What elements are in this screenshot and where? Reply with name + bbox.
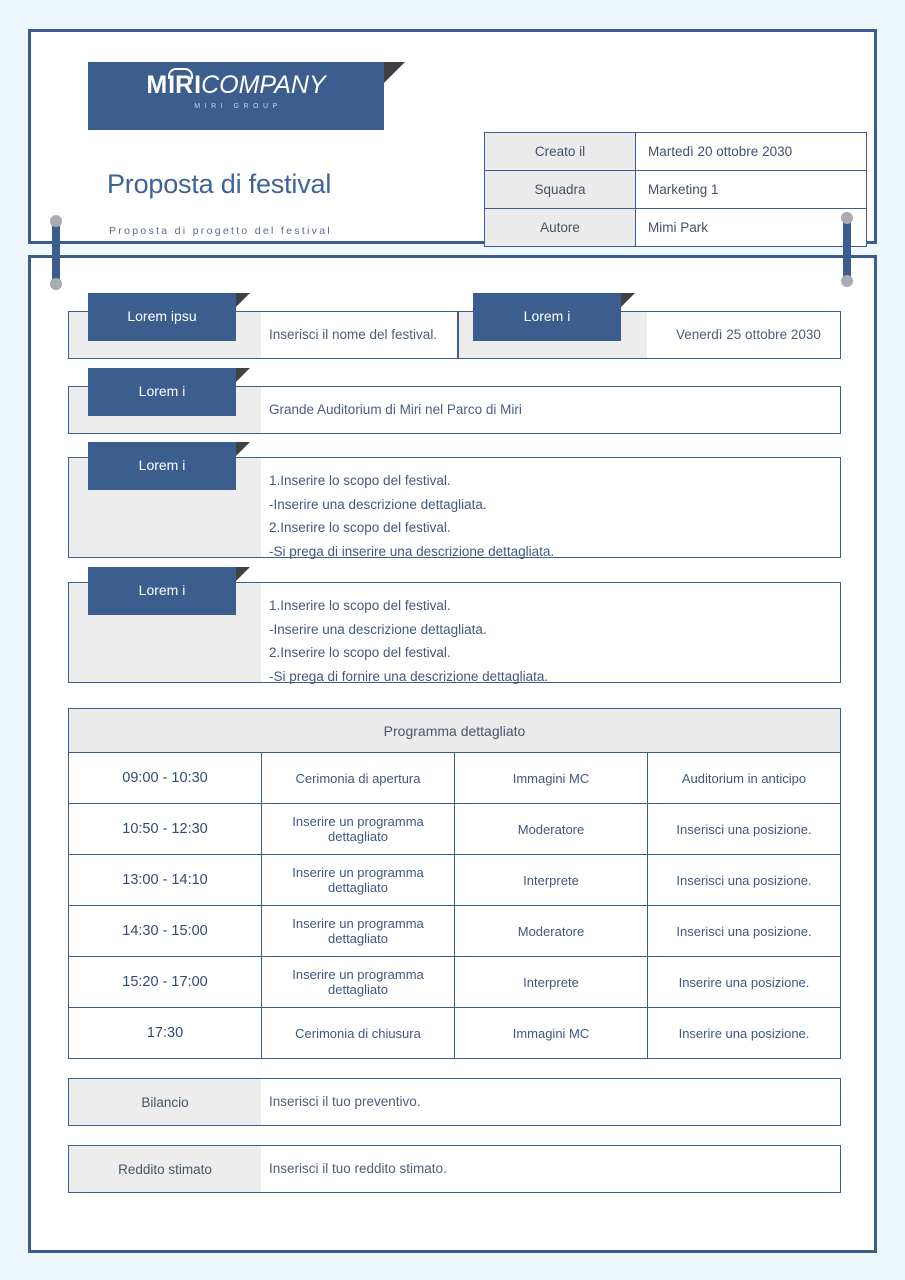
cell-program[interactable]: Inserire un programma dettagliato bbox=[262, 855, 455, 906]
company-logo-banner bbox=[88, 62, 384, 130]
cell-role[interactable]: Interprete bbox=[455, 855, 648, 906]
body-card bbox=[28, 255, 877, 1253]
meta-label-author: Autore bbox=[485, 209, 636, 247]
cell-time[interactable]: 10:50 - 12:30 bbox=[69, 804, 262, 855]
tab-fold-corner bbox=[236, 567, 250, 581]
binder-ring-bottom bbox=[50, 278, 62, 290]
tab-fold-corner bbox=[621, 293, 635, 307]
field-value-festival-name[interactable]: Inserisci il nome del festival. bbox=[269, 327, 438, 342]
table-row bbox=[485, 209, 867, 247]
field-budget bbox=[68, 1078, 841, 1126]
cell-role[interactable]: Moderatore bbox=[455, 906, 648, 957]
purpose-line: 2.Inserire lo scopo del festival. bbox=[269, 520, 451, 535]
cell-time[interactable]: 17:30 bbox=[69, 1008, 262, 1059]
table-row bbox=[69, 753, 841, 804]
table-row bbox=[69, 957, 841, 1008]
tab-label: Lorem i bbox=[523, 308, 571, 324]
table-row bbox=[69, 906, 841, 957]
binder-ring-top bbox=[841, 212, 853, 224]
schedule-title: Programma dettagliato bbox=[69, 709, 841, 753]
cell-location[interactable]: Inserisci una posizione. bbox=[648, 855, 841, 906]
logo-fold-corner bbox=[384, 62, 405, 83]
field-value-festival-date[interactable]: Venerdì 25 ottobre 2030 bbox=[676, 327, 821, 342]
purpose-line: -Si prega di inserire una descrizione dettagliata. bbox=[269, 543, 555, 559]
field-label-estimated-income: Reddito stimato bbox=[118, 1162, 212, 1177]
tab-festival-date[interactable] bbox=[473, 293, 621, 341]
binder-bar bbox=[52, 220, 60, 284]
meta-label-created: Creato il bbox=[485, 133, 636, 171]
cell-role[interactable]: Interprete bbox=[455, 957, 648, 1008]
cell-program[interactable]: Inserire un programma dettagliato bbox=[262, 957, 455, 1008]
cell-location[interactable]: Auditorium in anticipo bbox=[648, 753, 841, 804]
logo-company-text: COMPANY bbox=[201, 71, 326, 99]
meta-value-author[interactable]: Mimi Park bbox=[636, 209, 867, 247]
page-subtitle: Proposta di progetto del festival bbox=[109, 225, 332, 237]
tab-fold-corner bbox=[236, 368, 250, 382]
meta-value-team[interactable]: Marketing 1 bbox=[636, 171, 867, 209]
cell-time[interactable]: 09:00 - 10:30 bbox=[69, 753, 262, 804]
schedule-table bbox=[68, 708, 841, 1059]
tab-label: Lorem i bbox=[138, 383, 186, 399]
field-value-budget[interactable]: Inserisci il tuo preventivo. bbox=[269, 1094, 421, 1109]
details-line: 2.Inserire lo scopo del festival. bbox=[269, 645, 451, 660]
cell-program[interactable]: Cerimonia di chiusura bbox=[262, 1008, 455, 1059]
logo-letter-m: M bbox=[146, 71, 168, 99]
logo-inner bbox=[88, 71, 384, 110]
cell-time[interactable]: 15:20 - 17:00 bbox=[69, 957, 262, 1008]
tab-label: Lorem i bbox=[138, 582, 186, 598]
field-estimated-income bbox=[68, 1145, 841, 1193]
details-line: -Inserire una descrizione dettagliata. bbox=[269, 621, 487, 637]
binder-ring-top bbox=[50, 215, 62, 227]
logo-arch-letters: IR bbox=[168, 71, 194, 99]
purpose-line: -Inserire una descrizione dettagliata. bbox=[269, 496, 487, 512]
meta-value-created[interactable]: Martedì 20 ottobre 2030 bbox=[636, 133, 867, 171]
purpose-line: 1.Inserire lo scopo del festival. bbox=[269, 473, 451, 488]
table-row bbox=[485, 171, 867, 209]
tab-fold-corner bbox=[236, 293, 250, 307]
field-value-purpose[interactable] bbox=[269, 469, 554, 563]
binder-ring-left bbox=[50, 215, 62, 290]
header-card bbox=[28, 29, 877, 244]
meta-label-team: Squadra bbox=[485, 171, 636, 209]
table-row bbox=[69, 804, 841, 855]
binder-ring-bottom bbox=[841, 275, 853, 287]
cell-program[interactable]: Inserire un programma dettagliato bbox=[262, 804, 455, 855]
details-line: -Si prega di fornire una descrizione dettagliata. bbox=[269, 668, 549, 684]
cell-program[interactable]: Cerimonia di apertura bbox=[262, 753, 455, 804]
details-line: 1.Inserire lo scopo del festival. bbox=[269, 598, 451, 613]
tab-festival-name[interactable] bbox=[88, 293, 236, 341]
table-row bbox=[69, 1008, 841, 1059]
binder-ring-right bbox=[841, 212, 853, 287]
tab-details[interactable] bbox=[88, 567, 236, 615]
tab-purpose[interactable] bbox=[88, 442, 236, 490]
cell-role[interactable]: Immagini MC bbox=[455, 1008, 648, 1059]
binder-bar bbox=[843, 217, 851, 281]
cell-role[interactable]: Moderatore bbox=[455, 804, 648, 855]
tab-label: Lorem i bbox=[138, 457, 186, 473]
cell-location[interactable]: Inserire una posizione. bbox=[648, 957, 841, 1008]
page-title: Proposta di festival bbox=[107, 169, 332, 199]
cell-time[interactable]: 13:00 - 14:10 bbox=[69, 855, 262, 906]
cell-time[interactable]: 14:30 - 15:00 bbox=[69, 906, 262, 957]
logo-tagline: MIRI GROUP bbox=[194, 103, 282, 110]
tab-venue[interactable] bbox=[88, 368, 236, 416]
tab-label: Lorem ipsu bbox=[127, 308, 197, 324]
cell-location[interactable]: Inserisci una posizione. bbox=[648, 906, 841, 957]
logo-wordmark bbox=[88, 71, 384, 99]
field-value-venue[interactable]: Grande Auditorium di Miri nel Parco di Miri bbox=[269, 402, 522, 417]
field-label-budget: Bilancio bbox=[141, 1095, 189, 1110]
cell-role[interactable]: Immagini MC bbox=[455, 753, 648, 804]
logo-letter-i: I bbox=[194, 71, 202, 99]
cell-location[interactable]: Inserire una posizione. bbox=[648, 1008, 841, 1059]
field-value-estimated-income[interactable]: Inserisci il tuo reddito stimato. bbox=[269, 1161, 447, 1176]
field-value-details[interactable] bbox=[269, 594, 548, 688]
table-row bbox=[69, 855, 841, 906]
cell-location[interactable]: Inserisci una posizione. bbox=[648, 804, 841, 855]
document-meta-table bbox=[484, 132, 867, 247]
cell-program[interactable]: Inserire un programma dettagliato bbox=[262, 906, 455, 957]
schedule-title-row bbox=[69, 709, 841, 753]
tab-fold-corner bbox=[236, 442, 250, 456]
table-row bbox=[485, 133, 867, 171]
